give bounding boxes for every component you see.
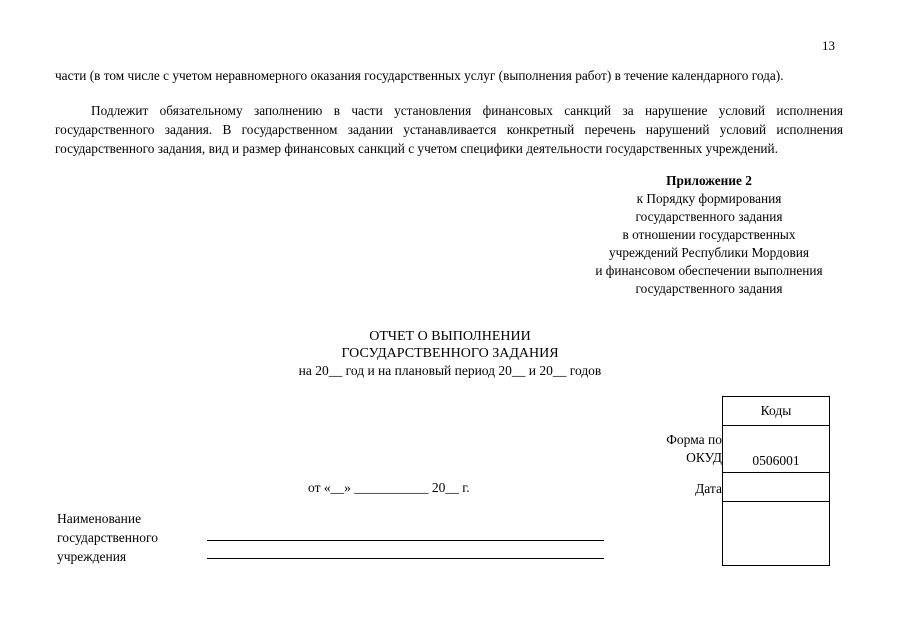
report-period: на 20__ год и на плановый период 20__ и 20__ годов xyxy=(298,363,602,378)
institution-label-line: государственного xyxy=(57,530,158,545)
paragraph-continuation: части (в том числе с учетом неравномерного оказания государственных услуг (выполнения работ) в течение календарного года). xyxy=(55,68,784,83)
appendix-title: Приложение 2 xyxy=(666,173,752,188)
appendix-line: к Порядку формирования xyxy=(636,191,782,206)
date-label: Дата xyxy=(695,481,722,496)
codes-header: Коды xyxy=(760,403,792,418)
table-divider xyxy=(723,501,829,502)
codes-table xyxy=(722,396,830,566)
okud-code: 0506001 xyxy=(752,453,800,468)
institution-label-line: Наименование xyxy=(57,511,142,526)
appendix-line: государственного задания xyxy=(635,281,783,296)
appendix-line: в отношении государственных xyxy=(622,227,796,242)
paragraph-sanctions: Подлежит обязательному заполнению в части установления финансовых санкций за нарушение условий исполнения государственного задания. В государственном задании устанавливается конкретный перечень нарушений условий исполнения государственного задания, вид и размер финансовых санкций с учетом специфики деятельности государственных учреждений. xyxy=(55,103,843,156)
form-okud-label xyxy=(666,431,722,467)
institution-label-line: учреждения xyxy=(57,549,127,564)
appendix-heading xyxy=(560,172,858,298)
form-label-line1: Форма по xyxy=(666,432,722,447)
report-title-line2: ГОСУДАРСТВЕННОГО ЗАДАНИЯ xyxy=(341,346,559,361)
appendix-line: государственного задания xyxy=(635,209,783,224)
institution-name-line xyxy=(207,540,604,541)
appendix-line: и финансовом обеспечении выполнения xyxy=(595,263,823,278)
institution-label xyxy=(57,509,158,566)
appendix-line: учреждений Республики Мордовия xyxy=(609,245,809,260)
report-title-line1: ОТЧЕТ О ВЫПОЛНЕНИИ xyxy=(369,329,531,344)
institution-name-line xyxy=(207,558,604,559)
table-divider xyxy=(723,425,829,426)
form-label-line2: ОКУД xyxy=(686,450,722,465)
report-title xyxy=(255,328,645,379)
table-divider xyxy=(723,472,829,473)
report-date-line: от «__» ___________ 20__ г. xyxy=(308,480,470,495)
page-number: 13 xyxy=(822,38,835,53)
